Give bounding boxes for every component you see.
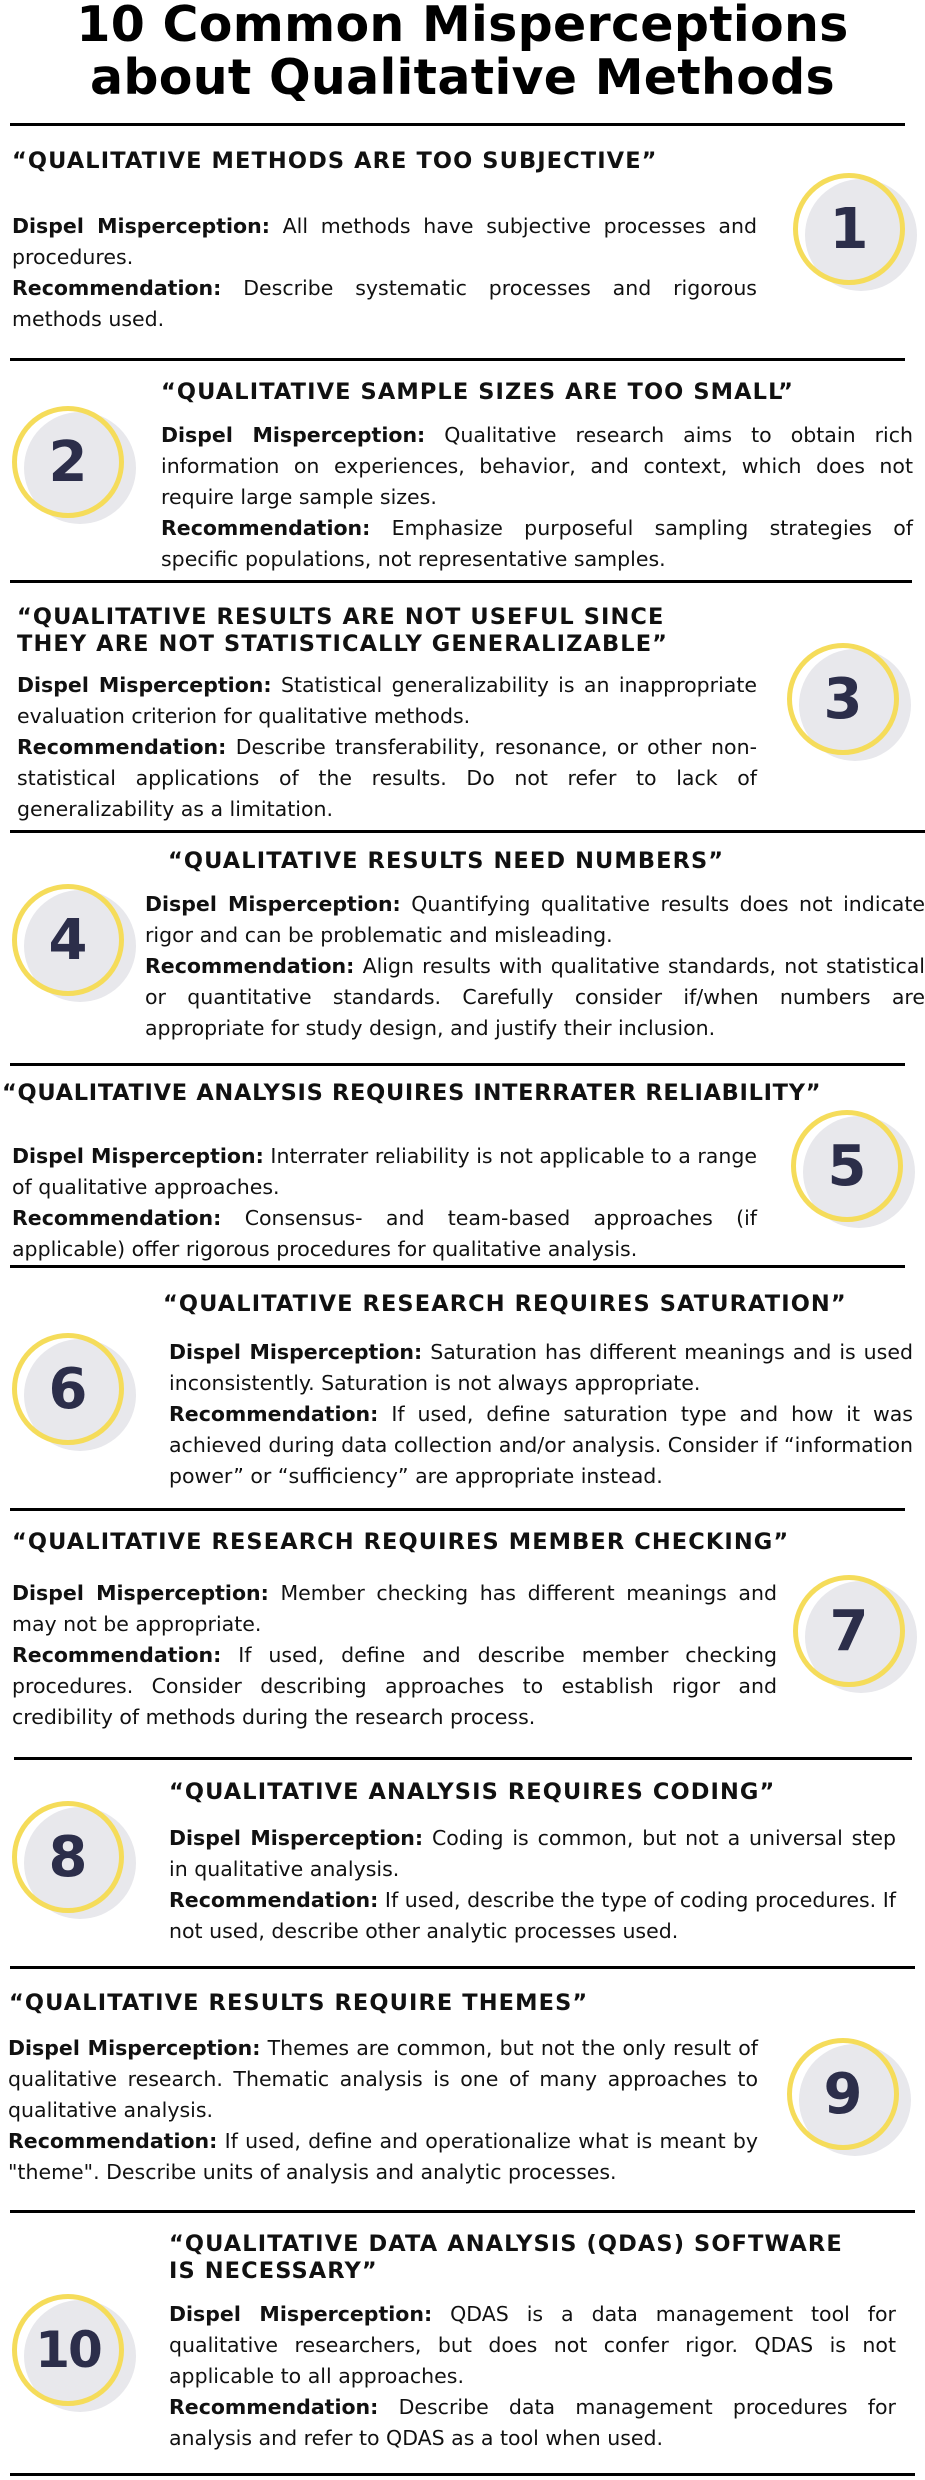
badge-number: 7 bbox=[829, 1598, 869, 1664]
misperception-heading: “QUALITATIVE METHODS ARE TOO SUBJECTIVE” bbox=[12, 148, 658, 174]
badge-number: 3 bbox=[823, 666, 863, 732]
page-title bbox=[0, 0, 925, 104]
dispel-text: QDAS is a data management tool for qualitative researchers, but does not confer rigor. QDAS is not applicable to all approaches. bbox=[169, 2302, 896, 2388]
dispel-label: Dispel Misperception: bbox=[17, 673, 272, 697]
misperception-heading: “QUALITATIVE RESEARCH REQUIRES MEMBER CHECKING” bbox=[12, 1529, 790, 1555]
dispel-text: Statistical generalizability is an inappropriate evaluation criterion for qualitative methods. bbox=[17, 673, 757, 728]
misperception-body bbox=[12, 1141, 757, 1265]
recommendation-label: Recommendation: bbox=[169, 1888, 379, 1912]
number-badge bbox=[787, 643, 911, 767]
heading-line-1: “QUALITATIVE RESULTS ARE NOT USEFUL SINCE bbox=[17, 604, 665, 630]
number-badge bbox=[12, 884, 136, 1008]
recommendation-label: Recommendation: bbox=[145, 954, 355, 978]
misperception-body bbox=[169, 1337, 913, 1492]
dispel-label: Dispel Misperception: bbox=[12, 214, 270, 238]
divider bbox=[10, 1966, 915, 1969]
recommendation-text: Describe transferability, resonance, or other non-statistical applications of the results. Do not refer to lack of generalizability as a limitation. bbox=[17, 735, 757, 821]
recommendation-text: If used, define and operationalize what is meant by "theme". Describe units of analysis and analytic processes. bbox=[8, 2129, 758, 2184]
recommendation-text: If used, define and describe member checking procedures. Consider describing approaches to establish rigor and credibility of methods during the research process. bbox=[12, 1643, 777, 1729]
misperception-heading bbox=[17, 604, 668, 658]
page-title-line-2: about Qualitative Methods bbox=[89, 49, 835, 106]
divider bbox=[10, 1265, 905, 1268]
divider bbox=[10, 2210, 915, 2213]
misperception-heading bbox=[169, 2231, 843, 2285]
page-title-line-1: 10 Common Misperceptions bbox=[76, 0, 849, 53]
dispel-label: Dispel Misperception: bbox=[169, 1826, 424, 1850]
dispel-label: Dispel Misperception: bbox=[169, 1340, 423, 1364]
number-badge bbox=[12, 2294, 136, 2418]
recommendation-label: Recommendation: bbox=[169, 2395, 379, 2419]
dispel-label: Dispel Misperception: bbox=[12, 1581, 269, 1605]
misperception-heading: “QUALITATIVE SAMPLE SIZES ARE TOO SMALL” bbox=[161, 379, 795, 405]
recommendation-text: Align results with qualitative standards, not statistical or quantitative standards. Carefully consider if/when numbers are appropriate for study design, and justify their inclusion. bbox=[145, 954, 925, 1040]
dispel-text: All methods have subjective processes and procedures. bbox=[12, 214, 757, 269]
recommendation-label: Recommendation: bbox=[12, 1643, 222, 1667]
dispel-label: Dispel Misperception: bbox=[145, 892, 401, 916]
badge-number: 9 bbox=[823, 2061, 863, 2127]
dispel-label: Dispel Misperception: bbox=[8, 2036, 261, 2060]
misperception-body bbox=[8, 2033, 758, 2188]
dispel-text: Member checking has different meanings and may not be appropriate. bbox=[12, 1581, 777, 1636]
badge-number: 4 bbox=[48, 907, 88, 973]
divider bbox=[10, 1063, 905, 1066]
misperception-body bbox=[161, 420, 913, 575]
misperception-heading: “QUALITATIVE ANALYSIS REQUIRES INTERRATER RELIABILITY” bbox=[2, 1080, 822, 1106]
number-badge bbox=[787, 2038, 911, 2162]
misperception-body bbox=[169, 2299, 896, 2454]
recommendation-label: Recommendation: bbox=[12, 276, 222, 300]
heading-line-1: “QUALITATIVE DATA ANALYSIS (QDAS) SOFTWARE bbox=[169, 2231, 843, 2257]
number-badge bbox=[793, 173, 917, 297]
dispel-text: Quantifying qualitative results does not indicate rigor and can be problematic and misleading. bbox=[145, 892, 925, 947]
dispel-text: Coding is common, but not a universal step in qualitative analysis. bbox=[169, 1826, 896, 1881]
divider bbox=[10, 830, 925, 833]
misperception-body bbox=[17, 670, 757, 825]
number-badge bbox=[12, 1801, 136, 1925]
badge-number: 8 bbox=[48, 1824, 88, 1890]
divider bbox=[14, 1757, 912, 1760]
badge-number: 6 bbox=[48, 1356, 88, 1422]
badge-number: 10 bbox=[35, 2321, 101, 2379]
misperception-heading: “QUALITATIVE RESEARCH REQUIRES SATURATION” bbox=[163, 1291, 847, 1317]
number-badge bbox=[793, 1575, 917, 1699]
divider bbox=[10, 1508, 905, 1511]
recommendation-label: Recommendation: bbox=[8, 2129, 218, 2153]
divider bbox=[10, 358, 905, 361]
misperception-body bbox=[12, 1578, 777, 1733]
recommendation-text: Emphasize purposeful sampling strategies of specific populations, not representative samples. bbox=[161, 516, 913, 571]
recommendation-text: Describe systematic processes and rigorous methods used. bbox=[12, 276, 757, 331]
recommendation-text: Consensus- and team-based approaches (if applicable) offer rigorous procedures for qualitative analysis. bbox=[12, 1206, 757, 1261]
heading-line-2: THEY ARE NOT STATISTICALLY GENERALIZABLE” bbox=[17, 631, 669, 657]
recommendation-text: Describe data management procedures for analysis and refer to QDAS as a tool when used. bbox=[169, 2395, 896, 2450]
recommendation-label: Recommendation: bbox=[169, 1402, 379, 1426]
heading-line-2: IS NECESSARY” bbox=[169, 2258, 378, 2284]
badge-number: 2 bbox=[48, 429, 88, 495]
misperception-body bbox=[12, 211, 757, 335]
misperception-heading: “QUALITATIVE ANALYSIS REQUIRES CODING” bbox=[169, 1779, 776, 1805]
dispel-text: Themes are common, but not the only result of qualitative research. Thematic analysis is one of many approaches to qualitative analysis. bbox=[8, 2036, 758, 2122]
dispel-text: Interrater reliability is not applicable to a range of qualitative approaches. bbox=[12, 1144, 757, 1199]
recommendation-label: Recommendation: bbox=[161, 516, 371, 540]
dispel-label: Dispel Misperception: bbox=[161, 423, 426, 447]
misperception-heading: “QUALITATIVE RESULTS REQUIRE THEMES” bbox=[9, 1990, 589, 2016]
recommendation-label: Recommendation: bbox=[17, 735, 227, 759]
number-badge bbox=[791, 1110, 915, 1234]
misperception-body bbox=[169, 1823, 896, 1947]
dispel-text: Qualitative research aims to obtain rich information on experiences, behavior, and context, which does not require large sample sizes. bbox=[161, 423, 913, 509]
recommendation-text: If used, define saturation type and how it was achieved during data collection and/or analysis. Consider if “information power” or “sufficiency” are appropriate instead. bbox=[169, 1402, 913, 1488]
divider bbox=[10, 580, 912, 583]
divider bbox=[10, 2473, 915, 2476]
misperception-body bbox=[145, 889, 925, 1044]
badge-number: 1 bbox=[829, 196, 869, 262]
misperception-heading: “QUALITATIVE RESULTS NEED NUMBERS” bbox=[168, 848, 725, 874]
dispel-label: Dispel Misperception: bbox=[169, 2302, 433, 2326]
dispel-text: Saturation has different meanings and is used inconsistently. Saturation is not always appropriate. bbox=[169, 1340, 913, 1395]
recommendation-label: Recommendation: bbox=[12, 1206, 222, 1230]
number-badge bbox=[12, 1333, 136, 1457]
dispel-label: Dispel Misperception: bbox=[12, 1144, 264, 1168]
number-badge bbox=[12, 406, 136, 530]
divider bbox=[10, 123, 905, 126]
recommendation-text: If used, describe the type of coding procedures. If not used, describe other analytic processes used. bbox=[169, 1888, 896, 1943]
badge-number: 5 bbox=[827, 1133, 867, 1199]
